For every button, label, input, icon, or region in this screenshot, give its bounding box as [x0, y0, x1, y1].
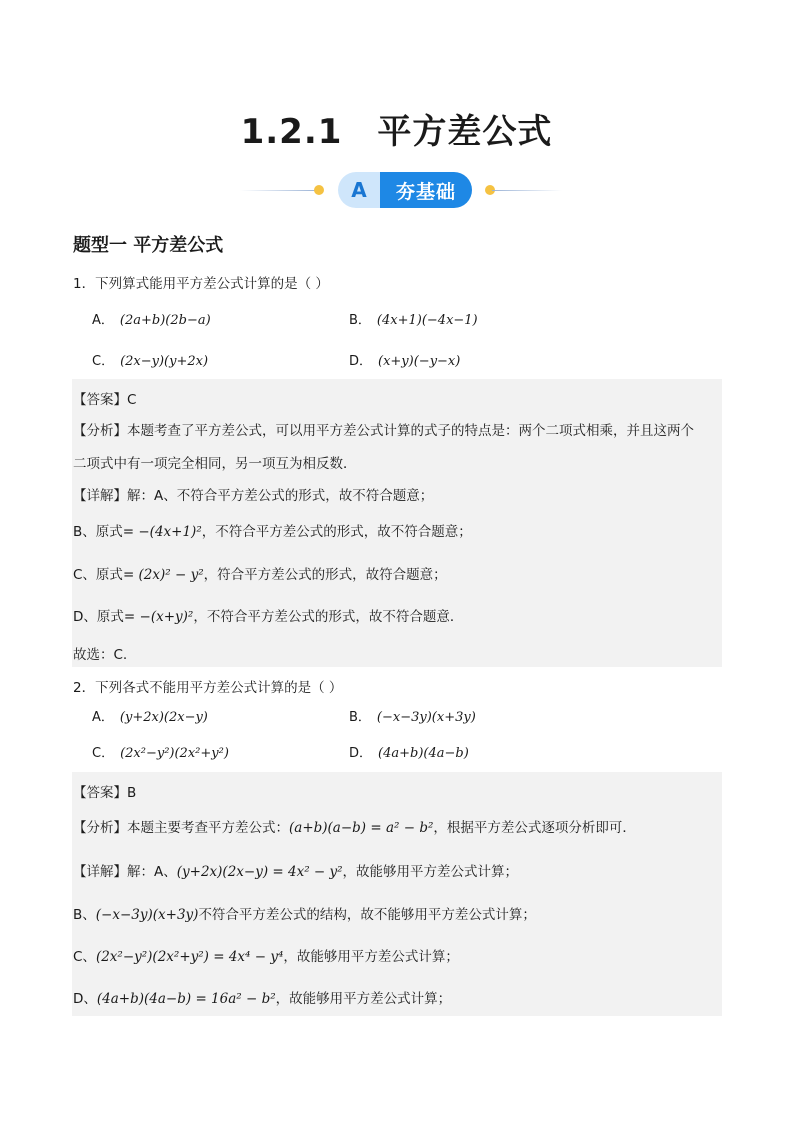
q2-detail-line-1: 【详解】解：A、(y+2x)(2x−y) = 4x² − y²，故能够用平方差公式计算；	[73, 864, 519, 880]
level-text: 夯基础	[380, 172, 472, 208]
q2-analysis: 【分析】本题主要考查平方差公式：(a+b)(a−b) = a² − b²，根据平方差公式逐项分析即可．	[73, 820, 636, 836]
q2-solution-box	[72, 772, 722, 1016]
q1-option-c: C． (2x−y)(y+2x)	[92, 354, 209, 369]
divider-right	[492, 190, 562, 191]
q2-detail-line-3: C、(2x²−y²)(2x²+y²) = 4x⁴ − y⁴，故能够用平方差公式计算；	[73, 949, 459, 965]
q1-option-b: B． (4x+1)(−4x−1)	[349, 313, 478, 328]
q2-detail-line-2: B、(−x−3y)(x+3y)不符合平方差公式的结构，故不能够用平方差公式计算；	[73, 907, 536, 923]
level-badge-row	[0, 172, 793, 208]
q1-analysis-line-1: 【分析】本题考查了平方差公式，可以用平方差公式计算的式子的特点是：两个二项式相乘，并且这两个	[73, 423, 694, 439]
page-title: 1.2.1 平方差公式	[240, 112, 553, 152]
question-2-stem: 2．下列各式不能用平方差公式计算的是（ ）	[73, 680, 343, 696]
q2-option-a: A． (y+2x)(2x−y)	[92, 710, 208, 725]
q2-answer: 【答案】B	[73, 785, 137, 801]
question-1-stem: 1．下列算式能用平方差公式计算的是（ ）	[73, 276, 329, 292]
level-badge	[338, 172, 472, 208]
q1-detail-line-3: C、原式= (2x)² − y²，符合平方差公式的形式，故符合题意；	[73, 567, 447, 583]
q1-answer: 【答案】C	[73, 392, 137, 408]
section-title: 题型一 平方差公式	[73, 235, 224, 256]
divider-left	[240, 190, 318, 191]
dot-left-icon	[314, 185, 324, 195]
q2-detail-line-4: D、(4a+b)(4a−b) = 16a² − b²，故能够用平方差公式计算；	[73, 991, 452, 1007]
q2-option-d: D． (4a+b)(4a−b)	[349, 746, 469, 761]
q2-option-b: B． (−x−3y)(x+3y)	[349, 710, 476, 725]
q2-option-c: C． (2x²−y²)(2x²+y²)	[92, 746, 229, 761]
q1-conclusion: 故选：C.	[73, 647, 128, 663]
q1-option-a: A． (2a+b)(2b−a)	[92, 313, 211, 328]
level-letter: A	[338, 172, 380, 208]
q1-detail-line-1: 【详解】解：A、不符合平方差公式的形式，故不符合题意；	[73, 488, 434, 504]
q1-detail-line-2: B、原式= −(4x+1)²，不符合平方差公式的形式，故不符合题意；	[73, 524, 472, 540]
q1-analysis-line-2: 二项式中有一项完全相同，另一项互为相反数．	[73, 456, 357, 472]
q1-option-d: D． (x+y)(−y−x)	[349, 354, 461, 369]
q1-detail-line-4: D、原式= −(x+y)²，不符合平方差公式的形式，故不符合题意．	[73, 609, 464, 625]
